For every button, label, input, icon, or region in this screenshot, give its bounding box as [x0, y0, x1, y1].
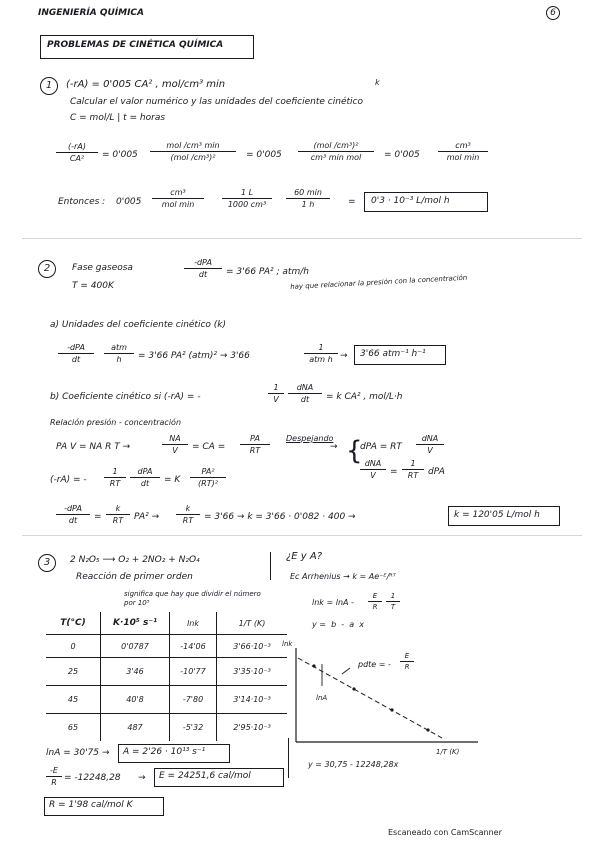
numerator: (mol /cm³)²	[298, 141, 374, 152]
problem-1-number: 1	[40, 77, 58, 95]
denominator: atm h	[309, 355, 333, 364]
derivative-2-coef	[402, 459, 424, 480]
numerator: atm	[104, 343, 134, 354]
final-fraction-2	[176, 504, 200, 525]
graph-slope-fraction	[400, 652, 414, 671]
rate-fraction-2	[184, 258, 222, 279]
cell-inverse-t: 3'14·10⁻³	[217, 686, 288, 714]
denominator: V	[427, 446, 433, 455]
denominator: R	[51, 778, 57, 787]
part-b-rhs: = k CA² , mol/L·h	[326, 392, 403, 402]
vertical-divider	[270, 552, 271, 580]
cell-k: 0'0787	[101, 635, 170, 658]
conversion-fraction-2	[222, 188, 272, 209]
numerator: cm³	[152, 188, 204, 199]
numerator: (-rA)	[56, 142, 98, 153]
brace: {	[346, 436, 363, 466]
result-box-E	[154, 768, 284, 787]
linearized-lhs: lnk = lnA -	[312, 598, 354, 607]
header-k: K·10⁵ s⁻¹	[101, 612, 170, 635]
rate-law-1: (-rA) = 0'005 CA² , mol/cm³ min	[66, 79, 226, 90]
course-title: INGENIERÍA QUÍMICA	[38, 8, 145, 18]
cell-k: 487	[101, 714, 170, 742]
denominator: RT	[112, 516, 124, 525]
graph-slope-label: pdte = -	[358, 660, 391, 669]
conversion-value: 0'005	[116, 197, 142, 207]
step-eq-3: = 0'005	[384, 150, 420, 160]
denominator: T	[390, 603, 396, 611]
denominator: CA²	[69, 154, 85, 163]
relation-note: hay que relacionar la presión con la concentración	[290, 273, 468, 291]
scanner-watermark: Escaneado con CamScanner	[388, 828, 502, 837]
numerator: -dPA	[184, 258, 222, 269]
rate-relation-fraction-3	[190, 467, 226, 488]
graph-point	[426, 728, 429, 731]
table-row	[46, 686, 287, 714]
part-a-lhs	[58, 343, 94, 364]
cell-lnk: -10'77	[170, 658, 217, 686]
despejando-label: Despejando	[286, 434, 334, 443]
graph-point	[352, 687, 355, 690]
cell-inverse-t: 3'35·10⁻³	[217, 658, 288, 686]
graph-x-label: 1/T (K)	[436, 748, 460, 756]
result-2a: 3'66 atm⁻¹ h⁻¹	[360, 349, 426, 359]
final-value: = 3'66 → k = 3'66 · 0'082 · 400 →	[204, 512, 356, 522]
cell-t: 65	[46, 714, 101, 742]
result-box-A	[118, 744, 230, 763]
derivative-2-fraction	[360, 459, 386, 480]
denominator: (RT)²	[198, 479, 218, 488]
numerator: NA	[162, 434, 188, 445]
reaction-order: Reacción de primer orden	[76, 572, 193, 582]
numerator: -E	[46, 766, 62, 777]
derivative-1-lhs: dPA = RT	[360, 442, 402, 452]
denominator: R	[404, 663, 410, 671]
denominator: RT	[109, 479, 121, 488]
result-E: E = 24251,6 cal/mol	[159, 771, 251, 781]
result-E-fraction	[46, 766, 62, 787]
result-2b: k = 120'05 L/mol h	[454, 510, 540, 520]
result-R: R = 1'98 cal/mol K	[49, 800, 133, 810]
relation-heading: Relación presión - concentración	[50, 418, 182, 427]
result-box-R	[44, 797, 164, 816]
problem-1-statement: Calcular el valor numérico y las unidades del coeficiente cinético	[70, 97, 363, 107]
part-a-middle: = 3'66 PA² (atm)² → 3'66	[138, 351, 250, 361]
ruled-line	[22, 238, 582, 239]
part-a-units-2	[304, 343, 338, 364]
step-fraction-1	[150, 141, 236, 162]
cell-lnk: -14'06	[170, 635, 217, 658]
header-inverse-t: 1/T (K)	[217, 612, 288, 635]
graph-slope-arrow	[342, 668, 350, 674]
numerator: cm³	[438, 141, 488, 152]
numerator: 1	[402, 459, 424, 470]
numerator: mol /cm³ min	[150, 141, 236, 152]
numerator: k	[176, 504, 200, 515]
linear-mapping: y = b - a x	[312, 620, 364, 629]
cell-t: 0	[46, 635, 101, 658]
linearized-fraction-1	[368, 592, 382, 611]
table-row	[46, 635, 287, 658]
graph-y-label: lnk	[282, 640, 293, 648]
header-temperature: T(°C)	[46, 612, 101, 635]
derivative-2-tail: dPA	[428, 467, 445, 477]
temperature-label: T = 400K	[72, 281, 114, 291]
numerator: 1	[386, 592, 400, 602]
denominator: dt	[140, 479, 150, 488]
cell-k: 40'8	[101, 686, 170, 714]
kinetics-table	[46, 612, 287, 741]
numerator: 1 L	[222, 188, 272, 199]
units-1: C = mol/L | t = horas	[70, 113, 166, 123]
denominator: V	[273, 395, 279, 404]
part-b-heading: b) Coeficiente cinético si (-rA) = -	[50, 392, 201, 402]
numerator: 60 min	[286, 188, 330, 199]
numerator: E	[368, 592, 382, 602]
numerator: PA	[240, 434, 270, 445]
cell-lnk: -7'80	[170, 686, 217, 714]
part-a-units	[104, 343, 134, 364]
step-eq-2: = 0'005	[246, 150, 282, 160]
graph-point	[390, 708, 393, 711]
denominator: R	[372, 603, 378, 611]
conversion-fraction-1	[152, 188, 204, 209]
table-row	[46, 714, 287, 742]
phase-label: Fase gaseosa	[72, 263, 133, 273]
final-lhs-fraction	[56, 504, 90, 525]
part-b-fraction-1	[268, 383, 284, 404]
graph-point	[312, 664, 315, 667]
arrow-sign: →	[340, 351, 348, 361]
result-box-2a	[354, 345, 446, 365]
denominator: mol min	[446, 153, 480, 162]
denominator: (mol /cm³)²	[170, 153, 216, 162]
numerator: PA²	[190, 467, 226, 478]
numerator: -dPA	[58, 343, 94, 354]
denominator: RT	[407, 471, 419, 480]
denominator: RT	[249, 446, 261, 455]
numerator: k	[106, 504, 130, 515]
final-equals: =	[94, 512, 102, 522]
table-row	[46, 658, 287, 686]
header-lnk: lnk	[170, 612, 217, 635]
denominator: V	[172, 446, 178, 455]
result-box-2b	[448, 506, 560, 526]
page-title: PROBLEMAS DE CINÉTICA QUÍMICA	[47, 40, 224, 50]
step-fraction-2	[298, 141, 374, 162]
linearized-fraction-2	[386, 592, 400, 611]
final-pa: PA² →	[134, 512, 160, 522]
denominator: dt	[198, 270, 208, 279]
step-lhs-fraction	[56, 142, 98, 163]
cell-k: 3'46	[101, 658, 170, 686]
numerator: 1	[304, 343, 338, 354]
rate-rhs-2: = 3'66 PA² ; atm/h	[226, 267, 309, 277]
denominator: cm³ min mol	[310, 153, 362, 162]
numerator: dNA	[360, 459, 386, 470]
denominator: dt	[300, 395, 310, 404]
cell-lnk: -5'32	[170, 714, 217, 742]
arrow-sign: →	[138, 773, 146, 783]
then-label: Entonces :	[58, 197, 106, 207]
numerator: dPA	[130, 467, 160, 478]
numerator: E	[400, 652, 414, 662]
problem-3-number: 3	[38, 554, 56, 572]
fit-equation: y = 30,75 - 12248,28x	[308, 760, 399, 769]
denominator: 1 h	[301, 200, 315, 209]
part-a-heading: a) Unidades del coeficiente cinético (k)	[50, 320, 227, 330]
derivative-2-equals: =	[390, 467, 398, 477]
denominator: RT	[182, 516, 194, 525]
ideal-gas-fraction-1	[162, 434, 188, 455]
derivative-1-fraction	[416, 434, 444, 455]
result-lnA: lnA = 30'75	[46, 748, 100, 758]
bracket-line	[288, 738, 289, 778]
numerator: dNA	[288, 383, 322, 394]
rate-relation-equals: = K	[164, 475, 181, 485]
result-E-lhs: = -12248,28	[64, 773, 121, 783]
rate-relation-fraction-2	[130, 467, 160, 488]
numerator: dNA	[416, 434, 444, 445]
numerator: -dPA	[56, 504, 90, 515]
reaction: 2 N₂O₅ ⟶ O₂ + 2NO₂ + N₂O₄	[70, 555, 200, 565]
cell-t: 45	[46, 686, 101, 714]
denominator: dt	[68, 516, 78, 525]
cell-t: 25	[46, 658, 101, 686]
step-fraction-3	[438, 141, 488, 162]
result-box-1	[364, 192, 488, 212]
cell-inverse-t: 2'95·10⁻³	[233, 723, 271, 732]
conversion-fraction-3	[286, 188, 330, 209]
page-number: 6	[546, 6, 560, 20]
step-eq-1: = 0'005	[102, 150, 138, 160]
result-A: A = 2'26 · 10¹³ s⁻¹	[123, 747, 206, 757]
rate-relation-fraction-1	[104, 467, 126, 488]
denominator: V	[370, 471, 376, 480]
numerator: 1	[104, 467, 126, 478]
problem-2-number: 2	[38, 260, 56, 278]
ideal-gas-fraction-2	[240, 434, 270, 455]
ruled-line	[22, 535, 582, 536]
ideal-gas-equals: = CA =	[192, 442, 226, 452]
k-mark: k	[375, 78, 380, 87]
rate-relation-lhs: (-rA) = -	[50, 475, 87, 485]
graph-intercept-label: lnA	[316, 694, 328, 702]
denominator: h	[116, 355, 122, 364]
cell-inverse-t: 3'66·10⁻³	[217, 635, 288, 658]
denominator: mol min	[161, 200, 195, 209]
table-header-row	[46, 612, 287, 635]
table-note: significa que hay que dividir el número por 10⁵	[124, 590, 261, 607]
denominator: dt	[71, 355, 81, 364]
result-1: 0'3 · 10⁻³ L/mol h	[371, 196, 450, 206]
despejando-arrow: →	[330, 442, 338, 452]
final-fraction-1	[106, 504, 130, 525]
arrhenius-equation: Ec Arrhenius → k = Ae⁻ᴱ/ᴿᵀ	[290, 572, 396, 581]
equals-sign: =	[348, 197, 356, 207]
part-b-fraction-2	[288, 383, 322, 404]
denominator: 1000 cm³	[227, 200, 267, 209]
ideal-gas-law: PA V = NA R T →	[56, 442, 131, 452]
arrow-sign: →	[102, 748, 110, 758]
question: ¿E y A?	[286, 551, 323, 562]
numerator: 1	[268, 383, 284, 394]
page-title-box	[40, 35, 254, 59]
